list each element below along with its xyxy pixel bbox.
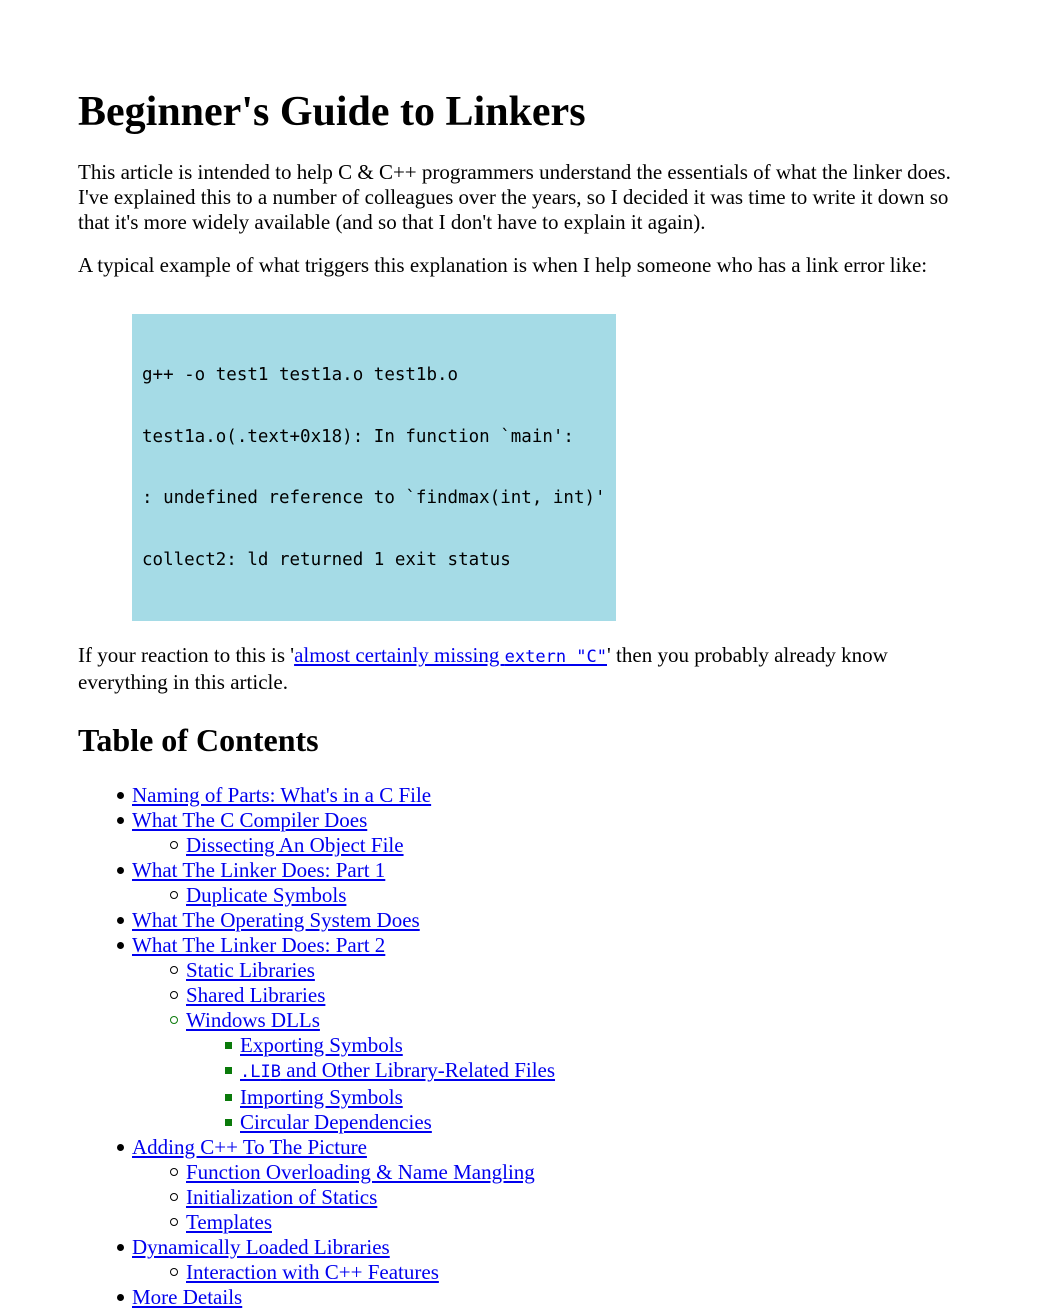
toc-item xyxy=(132,933,978,1135)
toc-heading: Table of Contents xyxy=(78,722,319,758)
toc-link-linker-part2[interactable]: What The Linker Does: Part 2 xyxy=(132,933,386,957)
table-of-contents xyxy=(132,783,978,1310)
toc-link-duplicate-symbols[interactable]: Duplicate Symbols xyxy=(186,883,347,907)
toc-link-static-libs[interactable]: Static Libraries xyxy=(186,958,315,982)
toc-item xyxy=(132,858,978,908)
extern-c-link[interactable] xyxy=(294,643,607,667)
reaction-paragraph xyxy=(78,643,978,695)
toc-link-dynamic-libs[interactable]: Dynamically Loaded Libraries xyxy=(132,1235,390,1259)
toc-link-exporting[interactable]: Exporting Symbols xyxy=(240,1033,403,1057)
toc-subitem xyxy=(186,1160,978,1185)
toc-link-naming-parts[interactable]: Naming of Parts: What's in a C File xyxy=(132,783,432,807)
extern-c-link-code: extern "C" xyxy=(504,647,607,667)
code-line: : undefined reference to `findmax(int, int)' xyxy=(142,488,606,508)
toc-subsubitem xyxy=(240,1085,978,1110)
reaction-before: If your reaction to this is ' xyxy=(78,643,295,667)
toc-item xyxy=(132,1135,978,1235)
toc-link-shared-libs[interactable]: Shared Libraries xyxy=(186,983,326,1007)
toc-subitem xyxy=(186,883,978,908)
toc-subitem xyxy=(186,1008,978,1135)
toc-subitem xyxy=(186,1260,978,1285)
toc-subitem xyxy=(186,1210,978,1235)
typical-paragraph: A typical example of what triggers this explanation is when I help someone who has a link error like: xyxy=(78,253,928,277)
toc-link-compiler-does[interactable]: What The C Compiler Does xyxy=(132,808,368,832)
toc-item xyxy=(132,783,978,808)
code-line: g++ -o test1 test1a.o test1b.o xyxy=(142,365,459,385)
lib-code: .LIB xyxy=(240,1062,281,1082)
toc-subsubitem xyxy=(240,1058,978,1085)
link-error-code-block xyxy=(132,314,616,621)
toc-subsubitem xyxy=(240,1110,978,1135)
toc-item xyxy=(132,908,978,933)
toc-link-importing[interactable]: Importing Symbols xyxy=(240,1085,403,1109)
page-title: Beginner's Guide to Linkers xyxy=(78,89,586,135)
toc-link-templates[interactable]: Templates xyxy=(186,1210,272,1234)
extern-c-link-text: almost certainly missing xyxy=(294,643,505,667)
toc-link-lib-files[interactable] xyxy=(240,1058,555,1082)
intro-paragraph: This article is intended to help C & C++ programmers understand the essentials of what the linker does. I've explained this to a number of colleagues over the years, so I decided it was time to write it down so that it's more widely available (and so that I don't have to explain it again). xyxy=(78,160,951,234)
toc-link-linker-part1[interactable]: What The Linker Does: Part 1 xyxy=(132,858,386,882)
toc-link-circular[interactable]: Circular Dependencies xyxy=(240,1110,432,1134)
toc-item xyxy=(132,808,978,858)
toc-link-os-does[interactable]: What The Operating System Does xyxy=(132,908,420,932)
toc-item xyxy=(132,1285,978,1310)
toc-subitem xyxy=(186,983,978,1008)
code-line: collect2: ld returned 1 exit status xyxy=(142,549,511,570)
toc-link-adding-cpp[interactable]: Adding C++ To The Picture xyxy=(132,1135,367,1159)
toc-subitem xyxy=(186,1185,978,1210)
toc-link-dissecting[interactable]: Dissecting An Object File xyxy=(186,833,404,857)
toc-link-more-details[interactable]: More Details xyxy=(132,1285,243,1309)
toc-link-windows-dlls[interactable]: Windows DLLs xyxy=(186,1008,320,1032)
lib-files-label: and Other Library-Related Files xyxy=(280,1058,556,1082)
toc-link-interaction-cpp[interactable]: Interaction with C++ Features xyxy=(186,1260,439,1284)
toc-link-init-statics[interactable]: Initialization of Statics xyxy=(186,1185,378,1209)
toc-subitem xyxy=(186,958,978,983)
toc-subsubitem xyxy=(240,1033,978,1058)
toc-subitem xyxy=(186,833,978,858)
toc-link-overloading[interactable]: Function Overloading & Name Mangling xyxy=(186,1160,535,1184)
code-line: test1a.o(.text+0x18): In function `main': xyxy=(142,426,574,447)
toc-item xyxy=(132,1235,978,1285)
reaction-after: ' then you probably already know everything in this article. xyxy=(78,643,888,694)
